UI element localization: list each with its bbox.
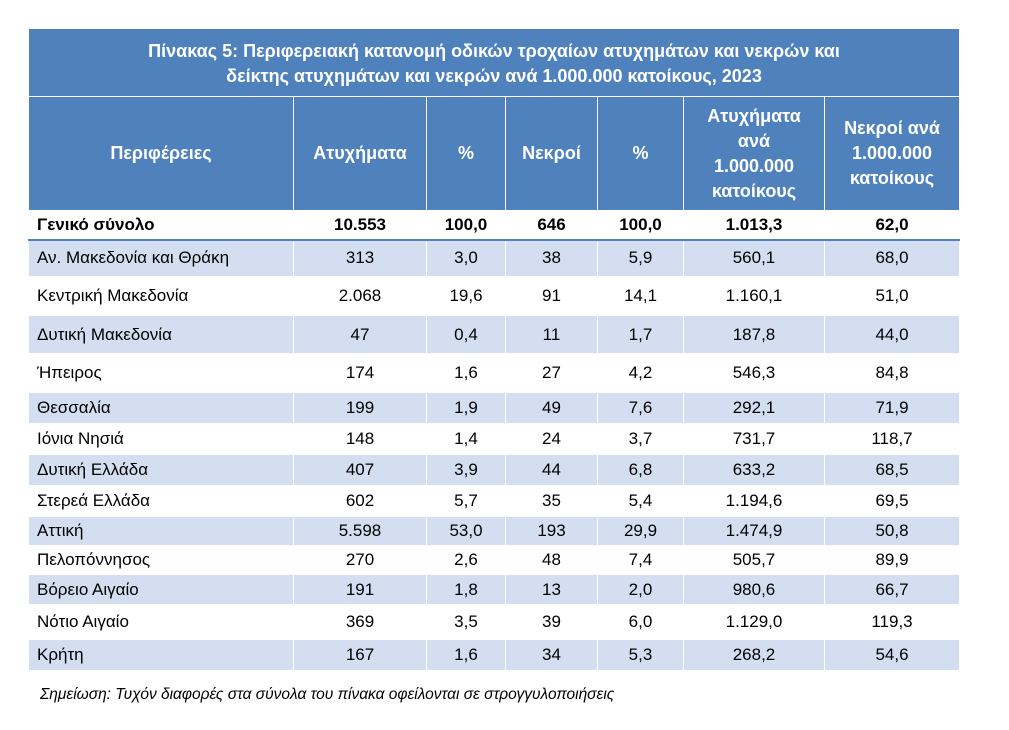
cell-region-name: Πελοπόννησος bbox=[29, 546, 294, 575]
total-accidents: 10.553 bbox=[294, 211, 427, 240]
cell-deaths: 48 bbox=[506, 546, 598, 575]
total-deaths-per-million: 62,0 bbox=[825, 211, 960, 240]
cell-accidents-percent: 1,9 bbox=[427, 393, 506, 424]
cell-accidents-percent: 2,6 bbox=[427, 546, 506, 575]
header-accidents-per-million bbox=[684, 97, 825, 211]
cell-deaths-per-million: 71,9 bbox=[825, 393, 960, 424]
cell-region-name: Ιόνια Νησιά bbox=[29, 424, 294, 455]
cell-deaths-percent: 14,1 bbox=[598, 277, 684, 316]
cell-accidents-per-million: 633,2 bbox=[684, 455, 825, 486]
cell-deaths: 13 bbox=[506, 575, 598, 605]
cell-deaths-per-million: 69,5 bbox=[825, 486, 960, 517]
cell-accidents-percent: 5,7 bbox=[427, 486, 506, 517]
cell-region-name: Ήπειρος bbox=[29, 354, 294, 393]
table-row bbox=[29, 455, 960, 486]
cell-deaths-percent: 5,4 bbox=[598, 486, 684, 517]
table-title-line-1: Πίνακας 5: Περιφερειακή κατανομή οδικών τροχαίων ατυχημάτων και νεκρών και bbox=[148, 40, 840, 61]
cell-accidents: 270 bbox=[294, 546, 427, 575]
table-row bbox=[29, 424, 960, 455]
table-row bbox=[29, 546, 960, 575]
header-regions: Περιφέρειες bbox=[29, 97, 294, 211]
cell-deaths-percent: 6,0 bbox=[598, 605, 684, 640]
cell-accidents-percent: 1,8 bbox=[427, 575, 506, 605]
total-deaths-percent: 100,0 bbox=[598, 211, 684, 240]
cell-accidents-per-million: 1.129,0 bbox=[684, 605, 825, 640]
table-title bbox=[29, 29, 960, 97]
header-deaths-percent: % bbox=[598, 97, 684, 211]
table-row bbox=[29, 517, 960, 546]
header-deaths-per-million-line-1: Νεκροί ανά bbox=[844, 118, 940, 138]
cell-accidents: 369 bbox=[294, 605, 427, 640]
cell-region-name: Στερεά Ελλάδα bbox=[29, 486, 294, 517]
cell-accidents-per-million: 980,6 bbox=[684, 575, 825, 605]
cell-region-name: Θεσσαλία bbox=[29, 393, 294, 424]
cell-accidents-percent: 1,6 bbox=[427, 354, 506, 393]
cell-deaths: 91 bbox=[506, 277, 598, 316]
cell-region-name: Βόρειο Αιγαίο bbox=[29, 575, 294, 605]
cell-accidents-percent: 3,0 bbox=[427, 240, 506, 277]
cell-accidents: 2.068 bbox=[294, 277, 427, 316]
cell-deaths: 49 bbox=[506, 393, 598, 424]
cell-region-name: Αν. Μακεδονία και Θράκη bbox=[29, 240, 294, 277]
table-footnote: Σημείωση: Τυχόν διαφορές στα σύνολα του πίνακα οφείλονται σε στρογγυλοποιήσεις bbox=[40, 686, 615, 703]
total-deaths: 646 bbox=[506, 211, 598, 240]
total-accidents-percent: 100,0 bbox=[427, 211, 506, 240]
cell-deaths-per-million: 84,8 bbox=[825, 354, 960, 393]
cell-accidents: 407 bbox=[294, 455, 427, 486]
table-row bbox=[29, 605, 960, 640]
cell-deaths-per-million: 44,0 bbox=[825, 316, 960, 354]
cell-accidents: 167 bbox=[294, 640, 427, 671]
cell-accidents: 47 bbox=[294, 316, 427, 354]
cell-region-name: Νότιο Αιγαίο bbox=[29, 605, 294, 640]
cell-deaths: 38 bbox=[506, 240, 598, 277]
cell-deaths-percent: 5,3 bbox=[598, 640, 684, 671]
cell-deaths: 193 bbox=[506, 517, 598, 546]
cell-region-name: Κρήτη bbox=[29, 640, 294, 671]
table-row bbox=[29, 354, 960, 393]
cell-deaths-per-million: 68,0 bbox=[825, 240, 960, 277]
cell-deaths-percent: 2,0 bbox=[598, 575, 684, 605]
cell-deaths-percent: 6,8 bbox=[598, 455, 684, 486]
table-row bbox=[29, 640, 960, 671]
cell-accidents-per-million: 1.474,9 bbox=[684, 517, 825, 546]
cell-accidents: 191 bbox=[294, 575, 427, 605]
cell-accidents-per-million: 731,7 bbox=[684, 424, 825, 455]
header-deaths: Νεκροί bbox=[506, 97, 598, 211]
cell-deaths: 34 bbox=[506, 640, 598, 671]
cell-accidents: 199 bbox=[294, 393, 427, 424]
total-label: Γενικό σύνολο bbox=[29, 211, 294, 240]
cell-accidents: 313 bbox=[294, 240, 427, 277]
cell-deaths-per-million: 50,8 bbox=[825, 517, 960, 546]
cell-accidents: 5.598 bbox=[294, 517, 427, 546]
header-accidents: Ατυχήματα bbox=[294, 97, 427, 211]
cell-deaths: 44 bbox=[506, 455, 598, 486]
header-deaths-per-million-line-3: κατοίκους bbox=[849, 168, 935, 188]
cell-deaths-per-million: 118,7 bbox=[825, 424, 960, 455]
cell-deaths-percent: 29,9 bbox=[598, 517, 684, 546]
header-accidents-per-million-line-1: Ατυχήματα bbox=[707, 105, 801, 126]
cell-accidents-per-million: 292,1 bbox=[684, 393, 825, 424]
cell-deaths-per-million: 51,0 bbox=[825, 277, 960, 316]
table-header-row bbox=[29, 97, 960, 211]
regional-accidents-table-container bbox=[28, 28, 959, 671]
cell-deaths-percent: 7,4 bbox=[598, 546, 684, 575]
cell-region-name: Αττική bbox=[29, 517, 294, 546]
cell-accidents-percent: 53,0 bbox=[427, 517, 506, 546]
cell-deaths-percent: 7,6 bbox=[598, 393, 684, 424]
table-title-row bbox=[29, 29, 960, 97]
total-accidents-per-million: 1.013,3 bbox=[684, 211, 825, 240]
cell-accidents-per-million: 268,2 bbox=[684, 640, 825, 671]
cell-accidents-per-million: 187,8 bbox=[684, 316, 825, 354]
cell-region-name: Δυτική Μακεδονία bbox=[29, 316, 294, 354]
cell-deaths-per-million: 119,3 bbox=[825, 605, 960, 640]
regional-accidents-table bbox=[28, 28, 960, 671]
table-row bbox=[29, 240, 960, 277]
table-body bbox=[29, 211, 960, 671]
cell-deaths-per-million: 54,6 bbox=[825, 640, 960, 671]
total-row bbox=[29, 211, 960, 240]
cell-accidents-per-million: 546,3 bbox=[684, 354, 825, 393]
cell-deaths-per-million: 89,9 bbox=[825, 546, 960, 575]
table-row bbox=[29, 393, 960, 424]
cell-accidents: 602 bbox=[294, 486, 427, 517]
cell-accidents-percent: 1,6 bbox=[427, 640, 506, 671]
cell-accidents-percent: 3,5 bbox=[427, 605, 506, 640]
cell-deaths-percent: 4,2 bbox=[598, 354, 684, 393]
cell-deaths: 39 bbox=[506, 605, 598, 640]
header-accidents-per-million-line-3: 1.000.000 bbox=[713, 155, 795, 176]
header-deaths-per-million-line-2: 1.000.000 bbox=[851, 143, 933, 163]
cell-accidents-percent: 19,6 bbox=[427, 277, 506, 316]
table-row bbox=[29, 575, 960, 605]
header-accidents-per-million-line-2: ανά bbox=[737, 130, 771, 151]
cell-accidents-percent: 0,4 bbox=[427, 316, 506, 354]
cell-region-name: Δυτική Ελλάδα bbox=[29, 455, 294, 486]
header-deaths-per-million bbox=[825, 97, 960, 211]
table-row bbox=[29, 277, 960, 316]
cell-accidents-percent: 1,4 bbox=[427, 424, 506, 455]
cell-deaths-percent: 5,9 bbox=[598, 240, 684, 277]
cell-accidents-percent: 3,9 bbox=[427, 455, 506, 486]
cell-deaths-percent: 1,7 bbox=[598, 316, 684, 354]
cell-accidents: 174 bbox=[294, 354, 427, 393]
table-row bbox=[29, 316, 960, 354]
cell-accidents-per-million: 1.160,1 bbox=[684, 277, 825, 316]
header-accidents-per-million-line-4: κατοίκους bbox=[711, 180, 797, 201]
cell-deaths-per-million: 66,7 bbox=[825, 575, 960, 605]
cell-deaths-percent: 3,7 bbox=[598, 424, 684, 455]
cell-accidents-per-million: 1.194,6 bbox=[684, 486, 825, 517]
cell-deaths: 24 bbox=[506, 424, 598, 455]
cell-deaths-per-million: 68,5 bbox=[825, 455, 960, 486]
cell-accidents-per-million: 505,7 bbox=[684, 546, 825, 575]
cell-accidents: 148 bbox=[294, 424, 427, 455]
cell-deaths: 11 bbox=[506, 316, 598, 354]
header-accidents-percent: % bbox=[427, 97, 506, 211]
cell-deaths: 27 bbox=[506, 354, 598, 393]
cell-region-name: Κεντρική Μακεδονία bbox=[29, 277, 294, 316]
table-title-line-2: δείκτης ατυχημάτων και νεκρών ανά 1.000.000 κατοίκους, 2023 bbox=[226, 65, 762, 86]
table-row bbox=[29, 486, 960, 517]
cell-accidents-per-million: 560,1 bbox=[684, 240, 825, 277]
cell-deaths: 35 bbox=[506, 486, 598, 517]
